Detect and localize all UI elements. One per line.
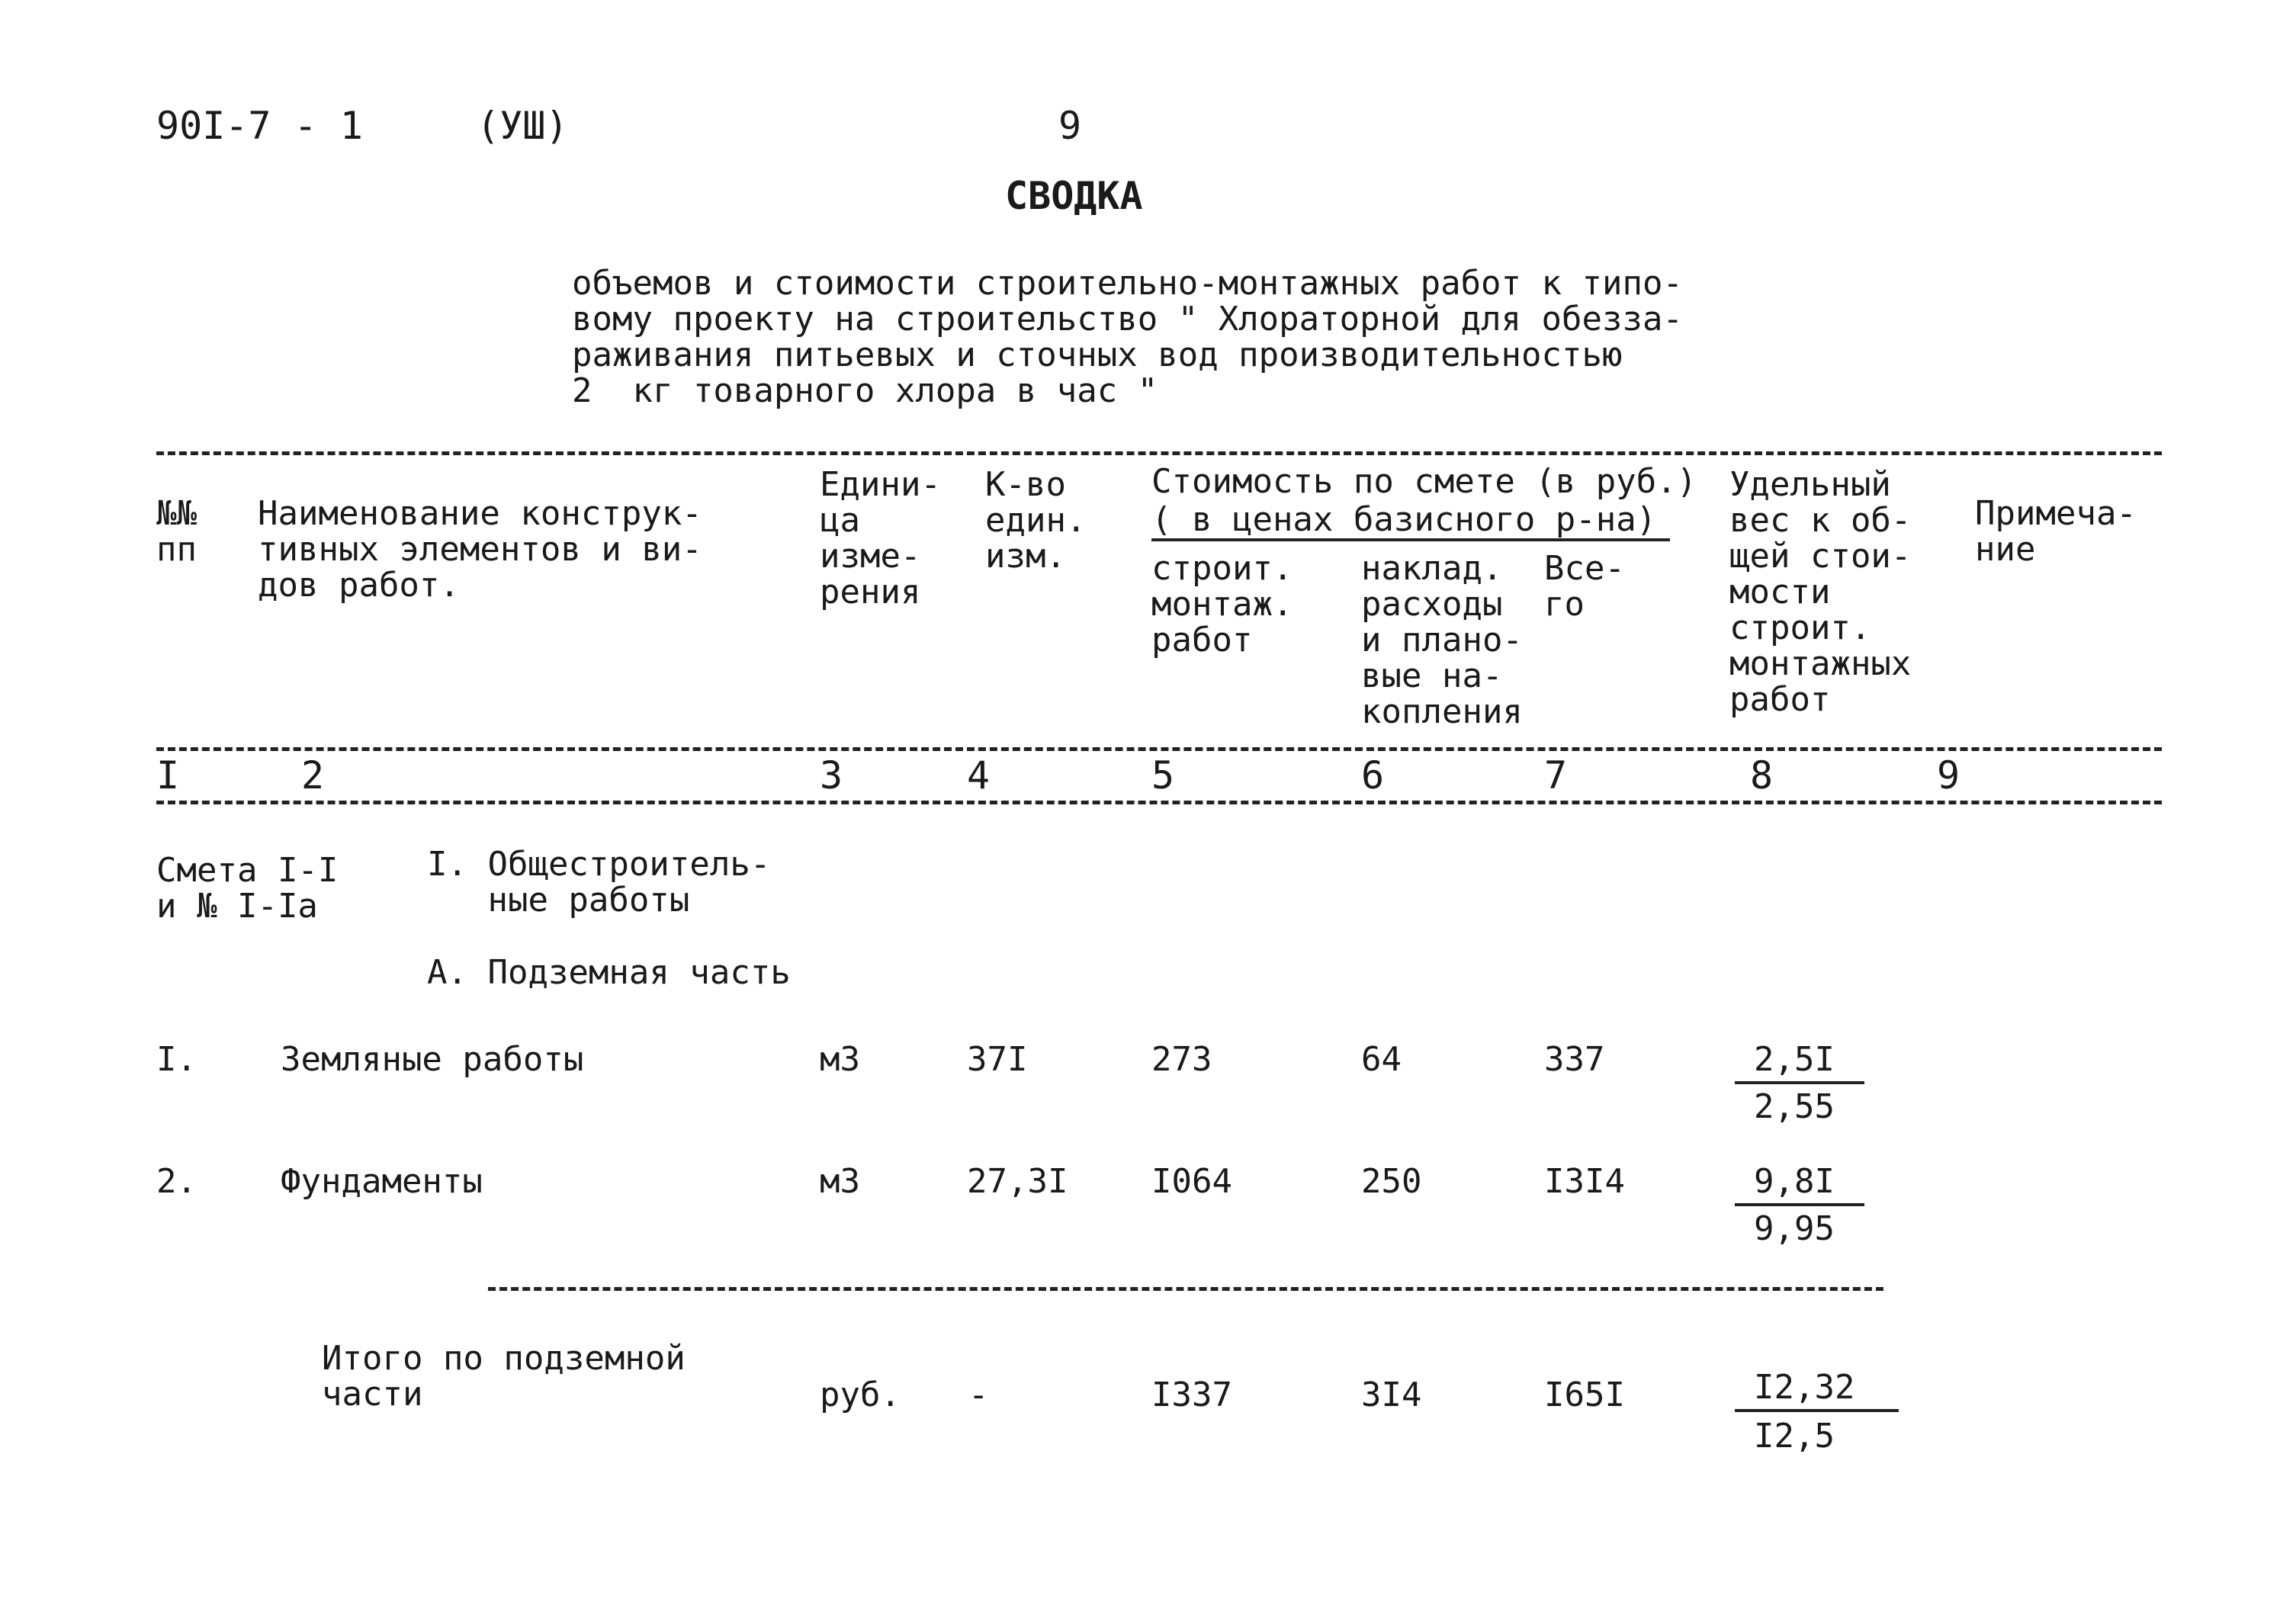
subtitle-line: вому проекту на строительство " Хлораторной для обезза- xyxy=(572,300,1683,339)
estimate-reference: Смета I-I и № I-Iа xyxy=(156,851,339,926)
share-fraction-bar xyxy=(1735,1203,1864,1206)
section-title: I. Общестроитель- ные работы xyxy=(427,845,771,920)
column-number: 7 xyxy=(1544,753,1568,798)
subtotal-name: Итого по подземной части xyxy=(322,1339,686,1414)
series-code: (УШ) xyxy=(477,104,569,148)
subtotal-total: I65I xyxy=(1544,1375,1625,1414)
row-share-bottom: 2,55 xyxy=(1754,1087,1835,1126)
row-construction-cost: 273 xyxy=(1151,1040,1212,1079)
row-total: 337 xyxy=(1544,1040,1605,1079)
subtotal-share-top: I2,32 xyxy=(1754,1368,1855,1407)
header-col-construction-cost: строит. монтаж. работ xyxy=(1151,549,1293,660)
table-top-rule xyxy=(156,451,2162,455)
header-col-unit: Едини- ца изме- рения xyxy=(820,465,941,611)
row-share-bottom: 9,95 xyxy=(1754,1209,1835,1248)
document-title: СВОДКА xyxy=(1005,174,1143,218)
header-col-total: Все- го xyxy=(1544,549,1625,624)
column-numbers-top-rule xyxy=(156,747,2162,751)
subtotal-overhead: 3I4 xyxy=(1361,1375,1422,1414)
subtitle-line: объемов и стоимости строительно-монтажных работ к типо- xyxy=(572,264,1683,303)
subtitle-line: раживания питьевых и сточных вод производительностью xyxy=(572,335,1623,374)
page-number: 9 xyxy=(1058,104,1082,148)
row-name: Фундаменты xyxy=(281,1162,483,1201)
cost-group-underline xyxy=(1151,538,1670,541)
column-number: I xyxy=(156,753,180,798)
row-quantity: 37I xyxy=(967,1040,1028,1079)
subtotal-construction-cost: I337 xyxy=(1151,1375,1232,1414)
subtotal-quantity: - xyxy=(968,1375,989,1414)
row-construction-cost: I064 xyxy=(1151,1162,1232,1201)
row-number: 2. xyxy=(156,1162,197,1201)
subsection-title: А. Подземная часть xyxy=(427,953,791,992)
subtotal-unit: руб. xyxy=(820,1375,901,1414)
row-unit: м3 xyxy=(820,1040,860,1079)
header-col-number: №№ пп xyxy=(156,494,197,569)
share-fraction-bar xyxy=(1735,1409,1899,1412)
row-overhead: 64 xyxy=(1361,1040,1402,1079)
row-total: I3I4 xyxy=(1544,1162,1625,1201)
column-numbers-bottom-rule xyxy=(156,801,2162,804)
column-number: 5 xyxy=(1151,753,1175,798)
share-fraction-bar xyxy=(1735,1081,1864,1084)
row-share-top: 2,5I xyxy=(1754,1040,1835,1079)
row-number: I. xyxy=(156,1040,197,1079)
column-number: 4 xyxy=(967,753,991,798)
header-col-share: Удельный вес к об- щей стои- мости строит. монтажных работ xyxy=(1729,465,1912,719)
column-number: 3 xyxy=(820,753,843,798)
header-col-overhead: наклад. расходы и плано- вые на- копления xyxy=(1361,549,1523,731)
column-number: 9 xyxy=(1937,753,1960,798)
header-col-quantity: К-во един. изм. xyxy=(985,465,1087,576)
header-col-name: Наименование конструк- тивных элементов и ви- дов работ. xyxy=(258,494,702,605)
row-quantity: 27,3I xyxy=(967,1162,1068,1201)
row-share-top: 9,8I xyxy=(1754,1162,1835,1201)
subtotal-rule xyxy=(488,1287,1883,1291)
header-cost-group-line1: Стоимость по смете (в руб.) xyxy=(1151,462,1697,501)
column-number: 8 xyxy=(1750,753,1774,798)
doc-number: 90I-7 - 1 xyxy=(156,104,363,148)
row-name: Земляные работы xyxy=(281,1040,584,1079)
header-cost-group-line2: ( в ценах базисного р-на) xyxy=(1151,500,1657,539)
row-unit: м3 xyxy=(820,1162,860,1201)
row-overhead: 250 xyxy=(1361,1162,1422,1201)
subtitle-line: 2 кг товарного хлора в час " xyxy=(572,371,1158,410)
header-col-notes: Примеча- ние xyxy=(1975,494,2137,569)
column-number: 2 xyxy=(301,753,325,798)
column-number: 6 xyxy=(1361,753,1385,798)
subtotal-share-bottom: I2,5 xyxy=(1754,1417,1835,1456)
